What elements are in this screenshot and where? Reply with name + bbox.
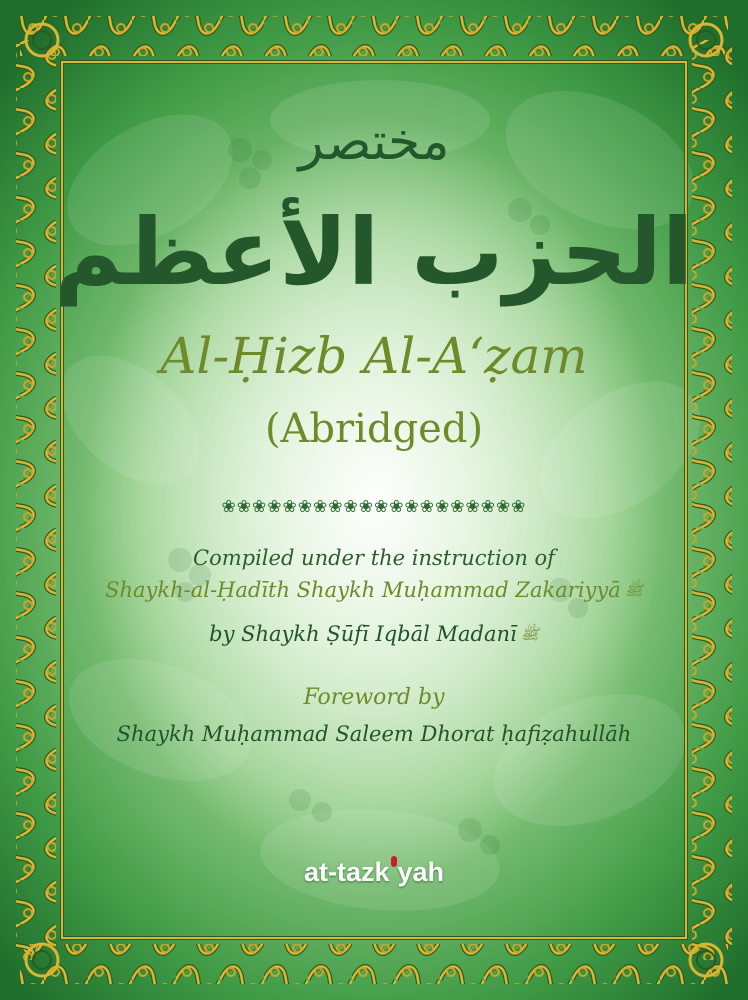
arabic-title: الحزب الأعظم (54, 199, 694, 306)
author-line (0, 622, 748, 647)
arabic-subtitle: مختصر (298, 112, 450, 172)
flower-ornament-row: ❀❀❀❀❀❀❀❀❀❀❀❀❀❀❀❀❀❀❀❀ (221, 497, 527, 517)
compiler-name: Shaykh-al-Ḥadīth Shaykh Muḥammad Zakariyyā (105, 578, 621, 602)
publisher-name-part1: at-tazk (303, 857, 390, 887)
english-title: Al-Ḥizb Al-A‘ẓam (160, 327, 588, 385)
english-subtitle: (Abridged) (264, 406, 484, 452)
foreword-author: Shaykh Muḥammad Saleem Dhorat ḥafiẓahullāh (116, 722, 632, 746)
honorific-icon: ﷺ (520, 625, 539, 643)
publisher-red-dot-icon (391, 856, 397, 867)
honorific-icon: ﷺ (624, 581, 643, 599)
compiler-reference (0, 578, 748, 603)
author-name: by Shaykh Ṣūfī Iqbāl Madanī (209, 622, 517, 646)
compiled-line: Compiled under the instruction of (193, 546, 555, 570)
foreword-label: Foreword by (303, 685, 445, 710)
publisher-logo (0, 856, 748, 888)
publisher-name-part2: yah (397, 857, 445, 887)
